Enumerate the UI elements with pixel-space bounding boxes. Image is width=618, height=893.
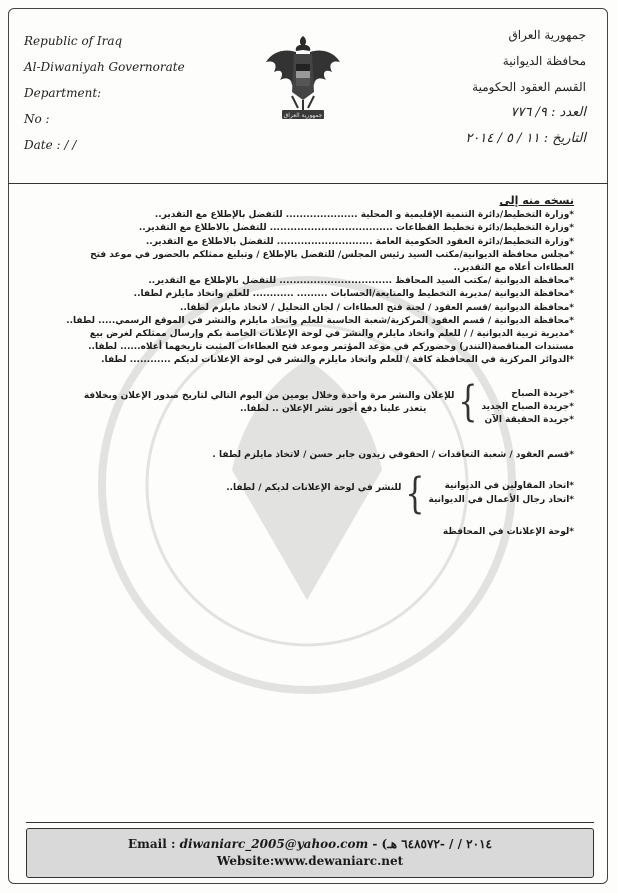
recipient-item-continued: مستندات المناقصة(التندر) وحضوركم في موعد المؤتمر وموعد فتح العطاءات المثبت تاريخهما أعلاه...... لطفا.. — [88, 342, 574, 353]
unions-list — [429, 480, 574, 506]
unions-note-line: للنشر في لوحة الإعلانات لديكم / لطفا.. — [226, 483, 402, 494]
newspapers-group — [22, 377, 574, 428]
letterhead — [8, 8, 608, 183]
newspaper-note-line: يتعذر علينا دفع أجور نشر الإعلان .. لطفا.. — [240, 403, 427, 414]
union-item: *اتحاد رجال الأعمال في الديوانية — [428, 494, 574, 505]
letterhead-arabic — [465, 22, 586, 152]
footer-line-1 — [27, 837, 593, 851]
newspaper-note-line: للإعلان والنشر مرة واحدة وخلال يومين من اليوم التالي لتاريخ صدور الإعلان وبخلافة — [83, 390, 455, 401]
department-ar: القسم العقود الحكومية — [472, 80, 586, 94]
recipient-item: *مجلس محافظة الديوانية/مكتب السيد رئيس المجلس/ للتفضل بالإطلاع / وتبليغ ممثلكم بالحضور في موعد فتح — [90, 249, 574, 260]
footer-divider — [26, 822, 594, 823]
newspaper-item: *جريدة الصباح — [511, 388, 574, 399]
distribution-list — [22, 194, 574, 540]
reference-number: العدد : ٩/ ٧٧٦ — [510, 105, 586, 120]
recipient-item: *مديرية تربية الديوانية / / للعلم واتخاذ مايلزم والنشر في لوحة الإعلانات الخاصة بكم وإرسال ممثلكم لغرض بيع — [89, 329, 574, 340]
iraq-eagle-emblem — [262, 30, 344, 122]
letterhead-english — [24, 28, 185, 158]
recipient-item: *محافظة الديوانية /قسم العقود / لجنة فتح العطاءات / لجان التحليل / لاتخاذ مايلزم لطفا.. — [180, 302, 574, 313]
unions-note — [226, 480, 401, 495]
union-item: *اتحاد المقاولين في الديوانية — [444, 481, 574, 492]
email-label: Email : — [128, 837, 180, 851]
newspaper-item: *جريدة الحقيقة الآن — [484, 415, 574, 426]
brace: } — [405, 470, 425, 520]
recipient-item: *وزارة التخطيط/دائرة التنمية الإقليمية و المحلية ..................... للتفضل بالإطلاع مع التقدير.. — [154, 210, 574, 221]
email-address[interactable]: diwaniarc_2005@yahoo.com — [179, 837, 369, 851]
governorate-ar: محافظة الديوانية — [502, 54, 586, 68]
brace: } — [458, 377, 478, 427]
governorate-en: Al-Diwaniyah Governorate — [24, 60, 185, 74]
letter-date: التاريخ : ١١ / ٥ / ٢٠١٤ — [465, 131, 586, 146]
recipient-item: *الدوائر المركزية في المحافظة كافة / للعلم واتخاذ مايلزم والنشر في لوحة الإعلانات لديكم ............ لطفا. — [101, 355, 574, 366]
notice-board-item: *لوحة الإعلانات في المحافظة — [442, 527, 574, 538]
department-label: Department: — [24, 86, 102, 100]
recipient-item: *محافظة الديوانية /مكتب السيد المحافظ ................................. للتفضل بالإطلاع مع التقدير.. — [148, 276, 574, 287]
country-ar: جمهورية العراق — [508, 28, 586, 42]
recipient-item: *وزارة التخطيط/دائرة العقود الحكومية العامة ............................ للتفضل بالاطلاع مع التقدير.. — [145, 236, 574, 247]
newspaper-item: *جريدة الصباح الجديد — [481, 401, 574, 412]
contracts-section-item: *قسم العقود / شعبة التعاقدات / الحقوقي زيدون جابر حسن / لاتخاذ مايلزم لطفا . — [212, 450, 574, 461]
date-label: Date : / / — [24, 138, 77, 152]
country-en: Republic of Iraq — [24, 34, 123, 48]
recipient-item: *محافظة الديوانية / قسم العقود المركزية/شعبة الحاسبة للعلم واتخاذ مايلزم والنشر في الموقع الرسمي..... لطفا.. — [66, 315, 574, 326]
recipient-item: *وزارة التخطيط/دائرة تخطيط القطاعات .................................... للتفضل بالاطلاع مع التقدير.. — [138, 223, 574, 234]
website-link[interactable]: Website:www.dewaniarc.net — [216, 854, 404, 868]
emblem-caption: جمهورية العراق — [283, 112, 323, 119]
newspaper-list — [481, 388, 574, 428]
newspaper-note — [84, 388, 455, 416]
copy-to-heading: نسخه منه إلى — [499, 194, 574, 207]
number-label: No : — [24, 112, 50, 126]
footer-contact — [26, 828, 594, 878]
phone-number: - (٢٠١٤ / / -٦٤٨٥٧٢ هـ — [368, 837, 492, 851]
recipient-item-continued: العطاءات أعلاه مع التقدير.. — [453, 263, 574, 274]
unions-group — [22, 470, 574, 520]
header-divider — [8, 183, 608, 184]
recipient-item: *محافظة الديوانية /مديرية التخطيط والمتابعة/الحسابات ......... ............ للعلم واتخاذ مايلزم لطفا.. — [133, 289, 574, 300]
